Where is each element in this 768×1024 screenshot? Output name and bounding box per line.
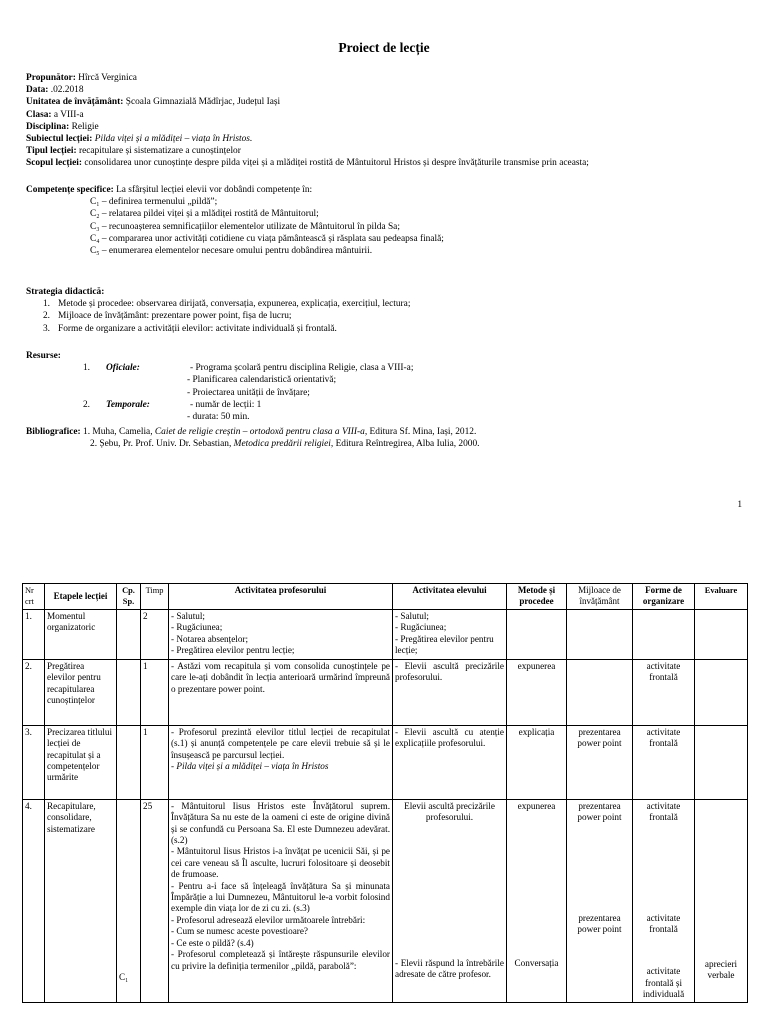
- header-evaluation: Evaluare: [695, 584, 748, 610]
- row-student-activity: Elevii ascultă precizările profesorului. - Elevii răspund la întrebările adresate de către profesor.: [393, 799, 507, 1002]
- row-evaluation: [695, 609, 748, 659]
- table-row: [23, 609, 748, 659]
- row-evaluation: aprecieri verbale: [695, 799, 748, 1002]
- header-methods: Metode și procedee: [507, 584, 567, 610]
- row-competence: C₁: [117, 799, 141, 1002]
- proposer-value: Hîrcă Verginica: [78, 73, 137, 83]
- row-stage: Momentul organizatoric: [45, 609, 117, 659]
- table-row: [23, 799, 748, 1002]
- table-header-row: [23, 584, 748, 610]
- temporal-resources-row: 2. Temporale: - număr de lecții: 1: [82, 399, 262, 410]
- table-row: [23, 659, 748, 725]
- row-organization: activitate frontală activitate frontală activitate frontală și individuală: [633, 799, 695, 1002]
- row-means: prezentarea power point: [567, 725, 633, 799]
- competence-item: C₁ – definirea termenului „pildă”;: [90, 197, 218, 208]
- row-stage: Recapitulare, consolidare, sistematizare: [45, 799, 117, 1002]
- lesson-title-ref: Pilda viței și a mlădiței – viața în Hristos: [176, 761, 329, 772]
- discipline-value: Religie: [71, 121, 99, 132]
- row-student-activity: - Salutul; - Rugăciunea; - Pregătirea elevilor pentru lecție;: [393, 609, 507, 659]
- lesson-activities-table: [22, 583, 748, 1003]
- date-line: Data: .02.2018: [26, 85, 84, 96]
- class-value: a VIII-a: [53, 109, 84, 120]
- resources-section: [26, 350, 746, 423]
- row-evaluation: [695, 725, 748, 799]
- page-number: 1: [737, 500, 742, 510]
- row-methods: expunerea Conversația: [507, 799, 567, 1002]
- row-stage: Pregătirea elevilor pentru recapitularea cunoștințelor: [45, 659, 117, 725]
- official-label: Oficiale:: [106, 363, 140, 374]
- specific-competences: [26, 184, 746, 257]
- row-nr: 1.: [23, 609, 45, 659]
- subject-value: Pilda viței și a mlădiței – viața în Hristos.: [94, 134, 253, 145]
- header-nr: Nr crt: [23, 584, 45, 610]
- official-resource-item: - Programa școlară pentru disciplina Religie, clasa a VIII-a;: [190, 363, 414, 374]
- header-time: Timp: [141, 584, 169, 610]
- header-stages: Etapele lecției: [45, 584, 117, 610]
- class-line: Clasa: a VIII-a: [26, 109, 84, 120]
- row-competence: [117, 609, 141, 659]
- date-value: .02.2018: [50, 85, 84, 96]
- row-teacher-activity: - Astăzi vom recapitula și vom consolida cunoștințele pe care le-ați dobândit în lecția anterioară urmărind împreună o prezentare power point.: [169, 659, 393, 725]
- subject-line: Subiectul lecției: Pilda viței și a mlădiței – viața în Hristos.: [26, 134, 253, 145]
- row-nr: 3.: [23, 725, 45, 799]
- page-title: Proiect de lecție: [338, 40, 430, 55]
- lesson-type-line: Tipul lecției: recapitulare și sistematizare a cunoștințelor: [26, 146, 241, 157]
- row-time: 25: [141, 799, 169, 1002]
- row-organization: activitate frontală: [633, 659, 695, 725]
- lesson-type-value: recapitulare și sistematizare a cunoștințelor: [78, 146, 241, 157]
- official-resources-row: 1. Oficiale: - Programa școlară pentru disciplina Religie, clasa a VIII-a;: [82, 363, 414, 374]
- lesson-goal-value: consolidarea unor cunoștințe despre pilda viței și a mlădiței rostită de Mântuitorul Hristos și despre învățăturile transmise prin aceasta;: [84, 158, 589, 169]
- temporal-resource-item: - număr de lecții: 1: [190, 399, 262, 410]
- bibliography-item: 2. Șebu, Pr. Prof. Univ. Dr. Sebastian, Metodica predării religiei, Editura Reîntregirea, Alba Iulia, 2000.: [90, 439, 480, 450]
- row-methods: [507, 609, 567, 659]
- header-organization: Forme de organizare: [633, 584, 695, 610]
- discipline-line: Disciplina: Religie: [26, 121, 99, 132]
- row-teacher-activity: - Mântuitorul Iisus Hristos este Învățătorul suprem. Învățătura Sa nu este de la oameni ci este de origine divină și se confundă cu Persoana Sa. El este Dumnezeu adevărat. (s.2) - Mântuitorul Iisus Hristos i-a învățat pe ucenicii Săi, și pe cei care veneau să Îl asculte, lucruri folositoare și deosebit de frumoase. - Pentru a-i face să înțeleagă învățătura Sa și minunata Împărăție a lui Dumnezeu, Mântuitorul le-a vorbit folosind exemple din viața lor de zi cu zi. (s.3) - Profesorul adresează elevilor următoarele întrebări: - Cum se numesc aceste povestioare? - Ce este o pildă? (s.4) - Profesorul completează și întărește răspunsurile elevilor cu privire la definiția termenilor „pildă, parabolă”:: [169, 799, 393, 1002]
- temporal-label: Temporale:: [106, 399, 150, 410]
- proposer-line: Propunător: Hîrcă Verginica: [26, 73, 137, 83]
- temporal-resource-item: - durata: 50 min.: [187, 411, 250, 422]
- header-teacher-activity: Activitatea profesorului: [169, 584, 393, 610]
- row-organization: activitate frontală: [633, 725, 695, 799]
- school-value: Școala Gimnazială Mădîrjac, Județul Iași: [125, 97, 281, 108]
- school-line: Unitatea de învățământ: Școala Gimnazială Mădîrjac, Județul Iași: [26, 97, 281, 108]
- row-competence: [117, 659, 141, 725]
- competences-list: [90, 196, 746, 257]
- row-teacher-activity: - Profesorul prezintă elevilor titlul lecției de recapitulat (s.1) și anunță competențele pe care elevii trebuie să și le însușească pe parcursul lecției. - Pilda viței și a mlădiței – viața în Hristos: [169, 725, 393, 799]
- strategy-item: 2. Mijloace de învățământ: prezentare power point, fișa de lucru;: [42, 311, 292, 322]
- row-time: 1: [141, 725, 169, 799]
- competence-item: C₃ – recunoașterea semnificațiilor elementelor utilizate de Mântuitorul în pilda Sa;: [90, 221, 400, 232]
- row-student-activity: - Elevii ascultă precizările profesorului.: [393, 659, 507, 725]
- row-time: 1: [141, 659, 169, 725]
- row-competence: [117, 725, 141, 799]
- row-means: [567, 659, 633, 725]
- row-nr: 2.: [23, 659, 45, 725]
- lesson-goal-line: Scopul lecției: consolidarea unor cunoștințe despre pilda viței și a mlădiței rostită de Mântuitorul Hristos și despre învățăturile transmise prin aceasta;: [26, 158, 589, 169]
- bibliography-section: [26, 426, 746, 450]
- lesson-metadata: [26, 72, 746, 170]
- strategy-item: 1. Metode și procedee: observarea dirijată, conversația, expunerea, explicația, exercițiul, lectura;: [42, 299, 411, 310]
- strategy-item: 3. Forme de organizare a activității elevilor: activitate individuală și frontală.: [42, 323, 337, 334]
- row-teacher-activity: - Salutul; - Rugăciunea; - Notarea absențelor; - Pregătirea elevilor pentru lecție;: [169, 609, 393, 659]
- competence-item: C₂ – relatarea pildei viței și a mlădiței rostită de Mântuitorul;: [90, 209, 319, 220]
- header-student-activity: Activitatea elevului: [393, 584, 507, 610]
- header-competences: Cp. Sp.: [117, 584, 141, 610]
- row-time: 2: [141, 609, 169, 659]
- row-nr: 4.: [23, 799, 45, 1002]
- row-means: [567, 609, 633, 659]
- competences-heading: Competențe specifice: La sfârșitul lecției elevii vor dobândi competențe în:: [26, 185, 313, 195]
- row-evaluation: [695, 659, 748, 725]
- row-stage: Precizarea titlului lecției de recapitulat și a competențelor urmărite: [45, 725, 117, 799]
- row-means: prezentarea power point prezentarea power point: [567, 799, 633, 1002]
- official-resource-item: - Planificarea calendaristică orientativă;: [187, 375, 337, 386]
- resources-heading: Resurse:: [26, 351, 61, 361]
- header-means: Mijloace de învățământ: [567, 584, 633, 610]
- row-student-activity: - Elevii ascultă cu atenție explicațiile profesorului.: [393, 725, 507, 799]
- bibliography-item: Bibliografice: 1. Muha, Camelia, Caiet de religie creștin – ortodoxă pentru clasa a VIII-a, Editura Sf. Mina, Iași, 2012.: [26, 427, 477, 437]
- competence-item: C₄ – compararea unor activități cotidiene cu viața pământească și răsplata sau pedeapsa finală;: [90, 233, 444, 244]
- strategy-heading: Strategia didactică:: [26, 287, 105, 297]
- competence-item: C₅ – enumerarea elementelor necesare omului pentru dobândirea mântuirii.: [90, 246, 373, 257]
- table-row: [23, 725, 748, 799]
- strategy-list: [26, 298, 746, 335]
- didactic-strategy: [26, 286, 746, 335]
- row-organization: [633, 609, 695, 659]
- row-methods: expunerea: [507, 659, 567, 725]
- official-resource-item: - Proiectarea unității de învățare;: [187, 387, 310, 398]
- row-methods: explicația: [507, 725, 567, 799]
